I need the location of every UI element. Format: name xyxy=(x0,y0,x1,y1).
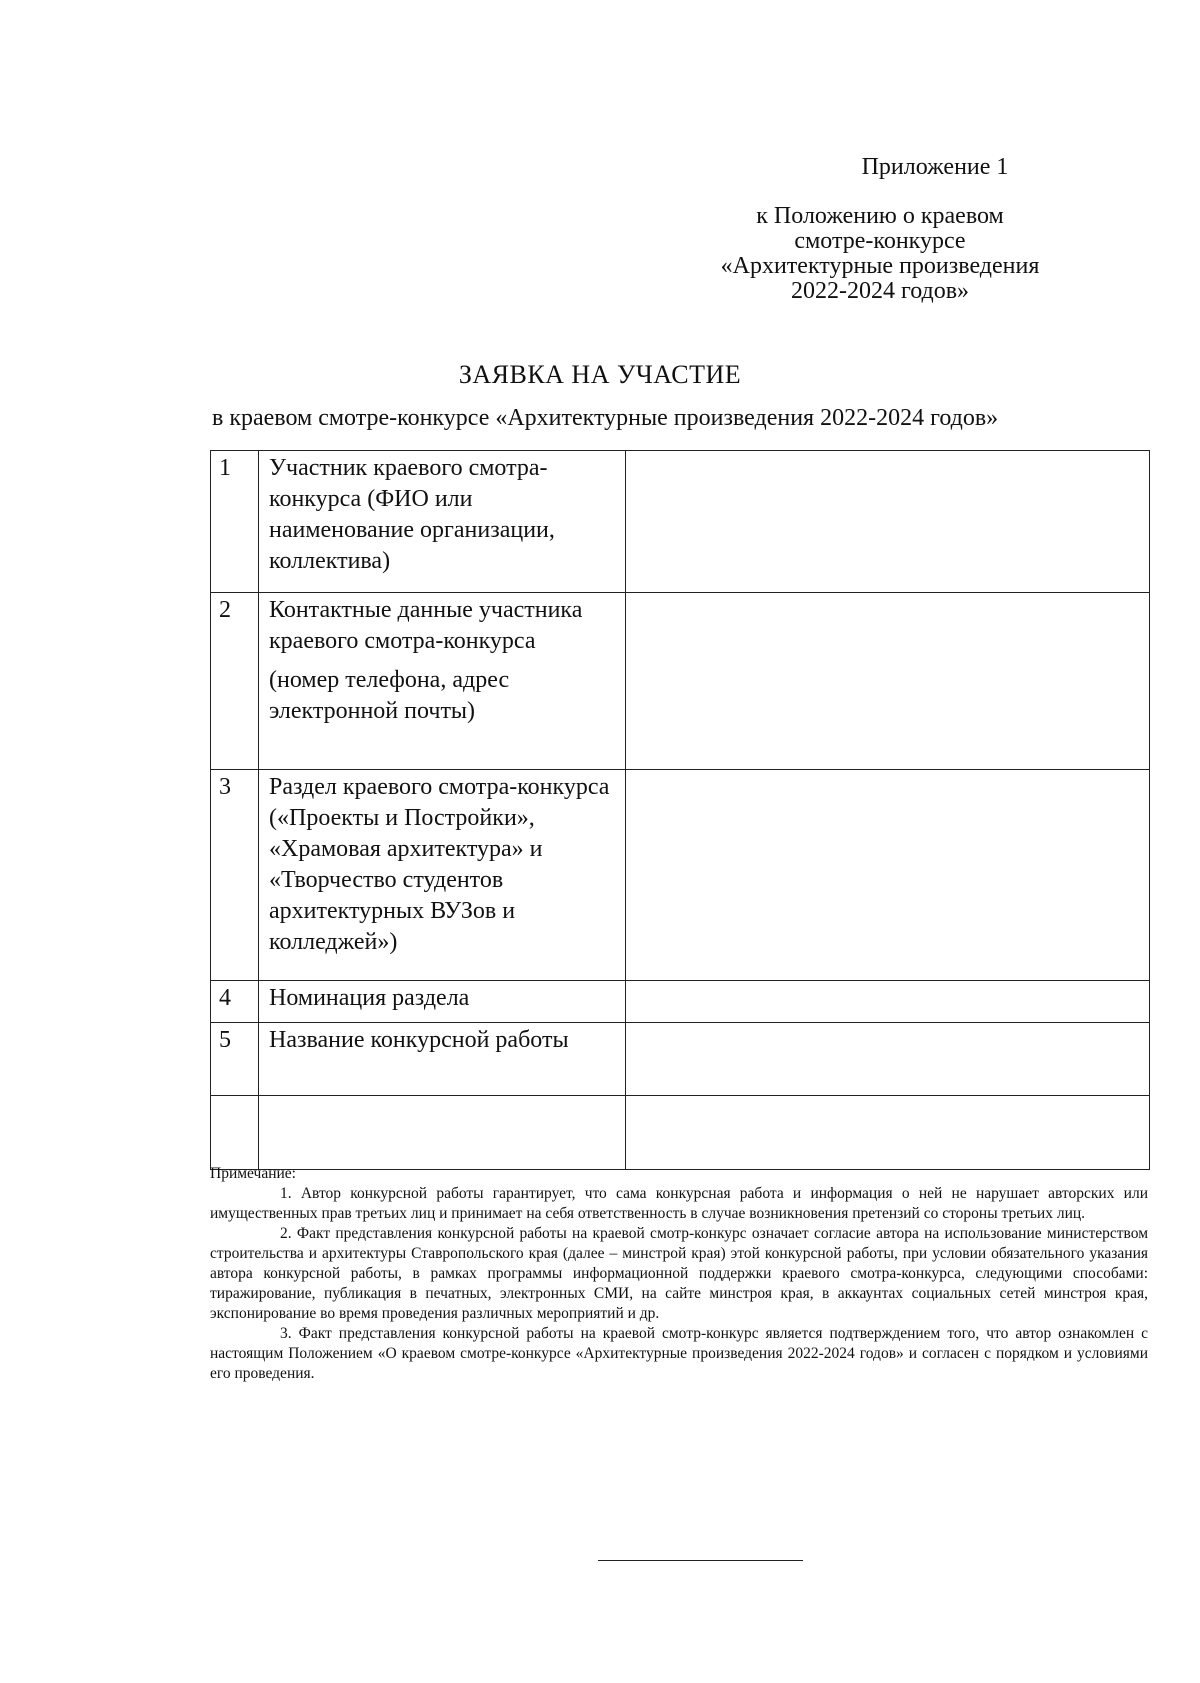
note-item: 3. Факт представления конкурсной работы на краевой смотр-конкурс является подтверждением того, что автор ознакомлен с настоящим Положением «О краевом смотре-конкурсе «Архитектурные произведения 2022-2024 годов» и согласен с порядком и условиями его проведения. xyxy=(210,1325,1148,1382)
table-row xyxy=(211,770,1150,981)
row-value-field[interactable] xyxy=(626,1023,1150,1096)
row-label: Номинация раздела xyxy=(259,981,626,1023)
row-number: 5 xyxy=(211,1023,259,1096)
row-label: Контактные данные участника краевого смотра-конкурса xyxy=(269,597,583,654)
signature-line xyxy=(598,1560,803,1561)
appendix-line: смотре-конкурсе xyxy=(794,228,966,254)
row-number: 1 xyxy=(211,451,259,593)
table-row xyxy=(211,593,1150,770)
row-label-cell xyxy=(259,593,626,770)
document-subtitle: в краевом смотре-конкурсе «Архитектурные произведения 2022-2024 годов» xyxy=(212,405,999,431)
appendix-block xyxy=(690,155,1070,304)
row-label: Название конкурсной работы xyxy=(259,1023,626,1096)
note-item: 2. Факт представления конкурсной работы на краевой смотр-конкурс означает согласие автора на использование министерством строительства и архитектуры Ставропольского края (далее – минстрой края) этой конкурсной работы, при условии обязательного указания автора конкурсной работы, в рамках программы информационной поддержки краевого смотра-конкурса, следующими способами: тиражирование, публикация в печатных, электронных СМИ, на сайте минстроя края, в аккаунтах социальных сетей минстроя края, экспонирование во время проведения различных мероприятий и др. xyxy=(210,1225,1148,1322)
row-number: 3 xyxy=(211,770,259,981)
table-row xyxy=(211,981,1150,1023)
notes-section xyxy=(210,1164,1148,1384)
notes-heading: Примечание: xyxy=(210,1165,296,1182)
row-value-field[interactable] xyxy=(626,593,1150,770)
document-title: ЗАЯВКА НА УЧАСТИЕ xyxy=(458,360,742,389)
row-number: 2 xyxy=(211,593,259,770)
row-value-field[interactable] xyxy=(626,1096,1150,1170)
appendix-line: 2022-2024 годов» xyxy=(790,278,970,304)
row-number xyxy=(211,1096,259,1170)
table-row xyxy=(211,1023,1150,1096)
row-label-note: (номер телефона, адрес электронной почты) xyxy=(269,667,510,724)
row-value-field[interactable] xyxy=(626,981,1150,1023)
appendix-label: Приложение 1 xyxy=(861,154,1009,180)
row-value-field[interactable] xyxy=(626,451,1150,593)
appendix-line: к Положению о краевом xyxy=(756,203,1004,229)
row-number: 4 xyxy=(211,981,259,1023)
row-value-field[interactable] xyxy=(626,770,1150,981)
application-form-table xyxy=(210,450,1150,1170)
note-item: 1. Автор конкурсной работы гарантирует, что сама конкурсная работа и информация о ней не нарушает авторских или имущественных прав третьих лиц и принимает на себя ответственность в случае возникновения претензий со стороны третьих лиц. xyxy=(210,1185,1148,1222)
row-label: Раздел краевого смотра-конкурса («Проекты и Постройки», «Храмовая архитектура» и «Творчество студентов архитектурных ВУЗов и колледжей») xyxy=(259,770,626,981)
row-label: Участник краевого смотра-конкурса (ФИО или наименование организации, коллектива) xyxy=(259,451,626,593)
appendix-line: «Архитектурные произведения xyxy=(720,253,1040,279)
row-label xyxy=(259,1096,626,1170)
table-row xyxy=(211,1096,1150,1170)
table-row xyxy=(211,451,1150,593)
